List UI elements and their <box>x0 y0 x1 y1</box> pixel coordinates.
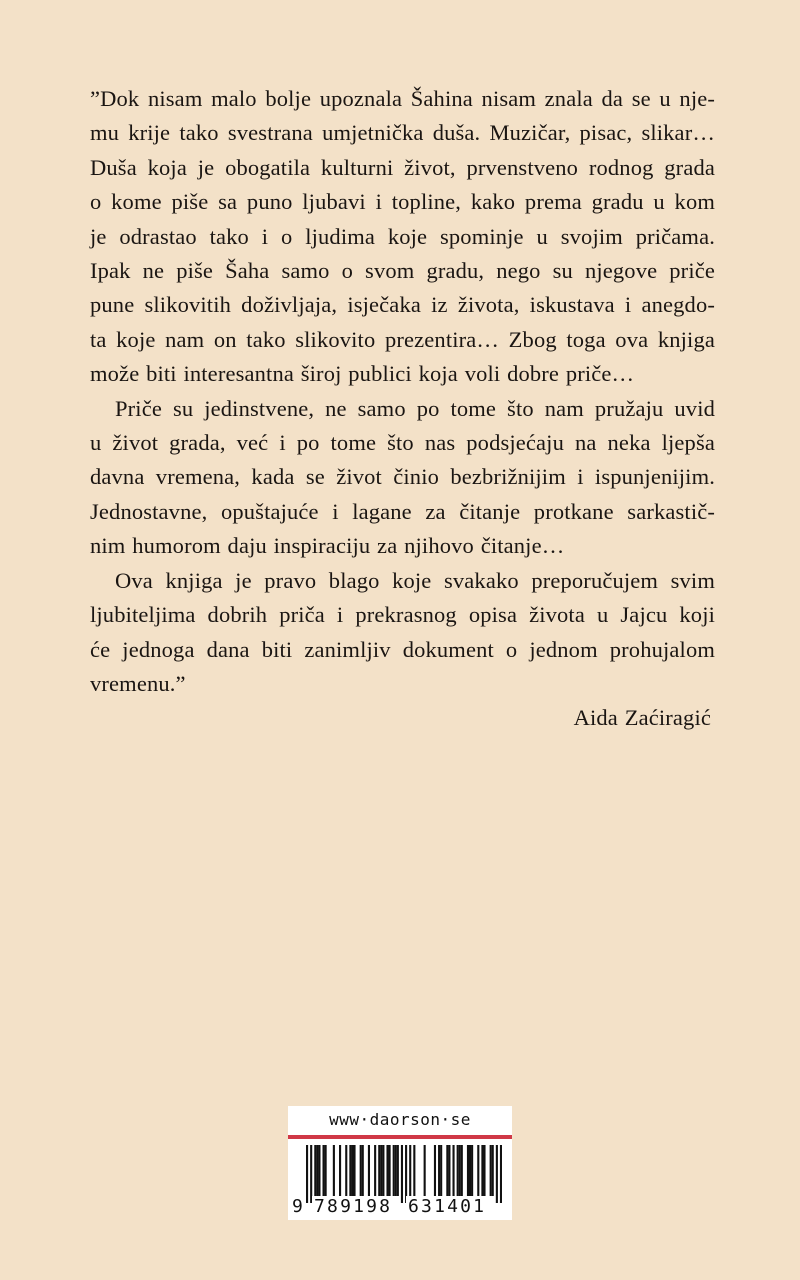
barcode-bar <box>386 1145 388 1196</box>
barcode-bar <box>471 1145 473 1196</box>
barcode-bar <box>339 1145 341 1196</box>
barcode-bar <box>306 1145 308 1203</box>
barcode-bar <box>314 1145 316 1196</box>
barcode-bar <box>362 1145 364 1196</box>
barcode-bar <box>457 1145 459 1196</box>
barcode-bar <box>452 1145 454 1196</box>
barcode-bar <box>378 1145 380 1196</box>
blurb-line: može biti interesantna široj publici koja voli dobre priče… <box>90 361 635 387</box>
barcode-bar <box>382 1145 384 1196</box>
barcode-bar <box>469 1145 471 1196</box>
barcode-bar <box>440 1145 442 1196</box>
barcode-bar <box>434 1145 436 1196</box>
barcode-bar <box>483 1145 485 1196</box>
barcode-bar <box>409 1145 411 1196</box>
blurb-line: Jednostavne, opuštajuće i lagane za čitanje protkane sarkastič- <box>90 498 715 524</box>
barcode-bar <box>492 1145 494 1196</box>
barcode-bar <box>500 1145 502 1203</box>
isbn-first-digit: 9 <box>292 1196 303 1217</box>
barcode-bar <box>467 1145 469 1196</box>
blurb-line: ta koje nam on tako slikovito prezentira… Zbog toga ova knjiga <box>90 326 715 352</box>
blurb-line: pune slikovitih doživljaja, isječaka iz života, iskustava i anegdo- <box>90 292 715 318</box>
barcode-bar <box>448 1145 450 1196</box>
barcode-bar <box>461 1145 463 1196</box>
barcode-bar <box>318 1145 320 1196</box>
blurb-line: Duša koja je obogatila kulturni život, prvenstveno rodnog grada <box>90 154 715 180</box>
barcode-bar <box>345 1145 347 1196</box>
barcode-bar <box>333 1145 335 1196</box>
blurb-line: o kome piše sa puno ljubavi i topline, kako prema gradu u kom <box>90 189 715 215</box>
barcode-bar <box>481 1145 483 1196</box>
barcode-bar <box>374 1145 376 1196</box>
barcode-bar <box>424 1145 426 1196</box>
isbn-right-group: 631401 <box>408 1196 487 1217</box>
blurb-line: će jednoga dana biti zanimljiv dokument o jednom prohujalom <box>90 636 715 662</box>
barcode-bar <box>395 1145 397 1196</box>
barcode-bar <box>316 1145 318 1196</box>
barcode-bar <box>401 1145 403 1203</box>
barcode-bar <box>351 1145 353 1196</box>
barcode-bar <box>397 1145 399 1196</box>
barcode-bar <box>368 1145 370 1196</box>
barcode-bar <box>459 1145 461 1196</box>
blurb-line: Ova knjiga je pravo blago koje svakako preporučujem svim <box>115 567 715 593</box>
barcode-bar <box>389 1145 391 1196</box>
blurb-line: ”Dok nisam malo bolje upoznala Šahina nisam znala da se u nje- <box>90 86 715 111</box>
blurb-line: Priče su jedinstvene, ne samo po tome što nam pružaju uvid <box>115 395 715 421</box>
accent-rule <box>288 1135 512 1139</box>
blurb-line: ljubiteljima dobrih priča i prekrasnog opisa života u Jajcu koji <box>90 602 715 628</box>
barcode-bar <box>310 1145 312 1203</box>
barcode-bar <box>393 1145 395 1196</box>
barcode-bar <box>446 1145 448 1196</box>
barcode-bar <box>490 1145 492 1196</box>
blurb-line: vremenu.” <box>90 670 186 696</box>
blurb-line: Ipak ne piše Šaha samo o svom gradu, nego su njegove priče <box>90 258 715 284</box>
isbn-barcode <box>288 1106 512 1220</box>
isbn-left-group: 789198 <box>314 1196 393 1217</box>
blurb-line: davna vremena, kada se život činio bezbrižnijim i ispunjenijim. <box>90 464 715 490</box>
barcode-bar <box>413 1145 415 1196</box>
blurb-line: je odrastao tako i o ljudima koje spominje u svojim pričama. <box>90 223 715 249</box>
barcode-bar <box>477 1145 479 1196</box>
barcode-bar <box>380 1145 382 1196</box>
publisher-website: www·daorson·se <box>329 1110 471 1129</box>
isbn-number <box>292 1196 508 1218</box>
barcode-bar <box>405 1145 407 1203</box>
author-signature: Aida Zaćiragić <box>573 705 711 731</box>
blurb-line: nim humorom daju inspiraciju za njihovo čitanje… <box>90 533 565 559</box>
barcode-bar <box>496 1145 498 1203</box>
blurb-line: u život grada, već i po tome što nas podsjećaju na neka ljepša <box>90 430 715 456</box>
blurb-text <box>90 82 715 736</box>
barcode-bar <box>323 1145 325 1196</box>
barcode-bar <box>438 1145 440 1196</box>
barcode-bar <box>325 1145 327 1196</box>
barcode-bar <box>353 1145 355 1196</box>
blurb-line: mu krije tako svestrana umjetnička duša. Muzičar, pisac, slikar… <box>90 120 715 146</box>
barcode-bar <box>349 1145 351 1196</box>
barcode-bars <box>306 1145 502 1203</box>
barcode-bar <box>360 1145 362 1196</box>
